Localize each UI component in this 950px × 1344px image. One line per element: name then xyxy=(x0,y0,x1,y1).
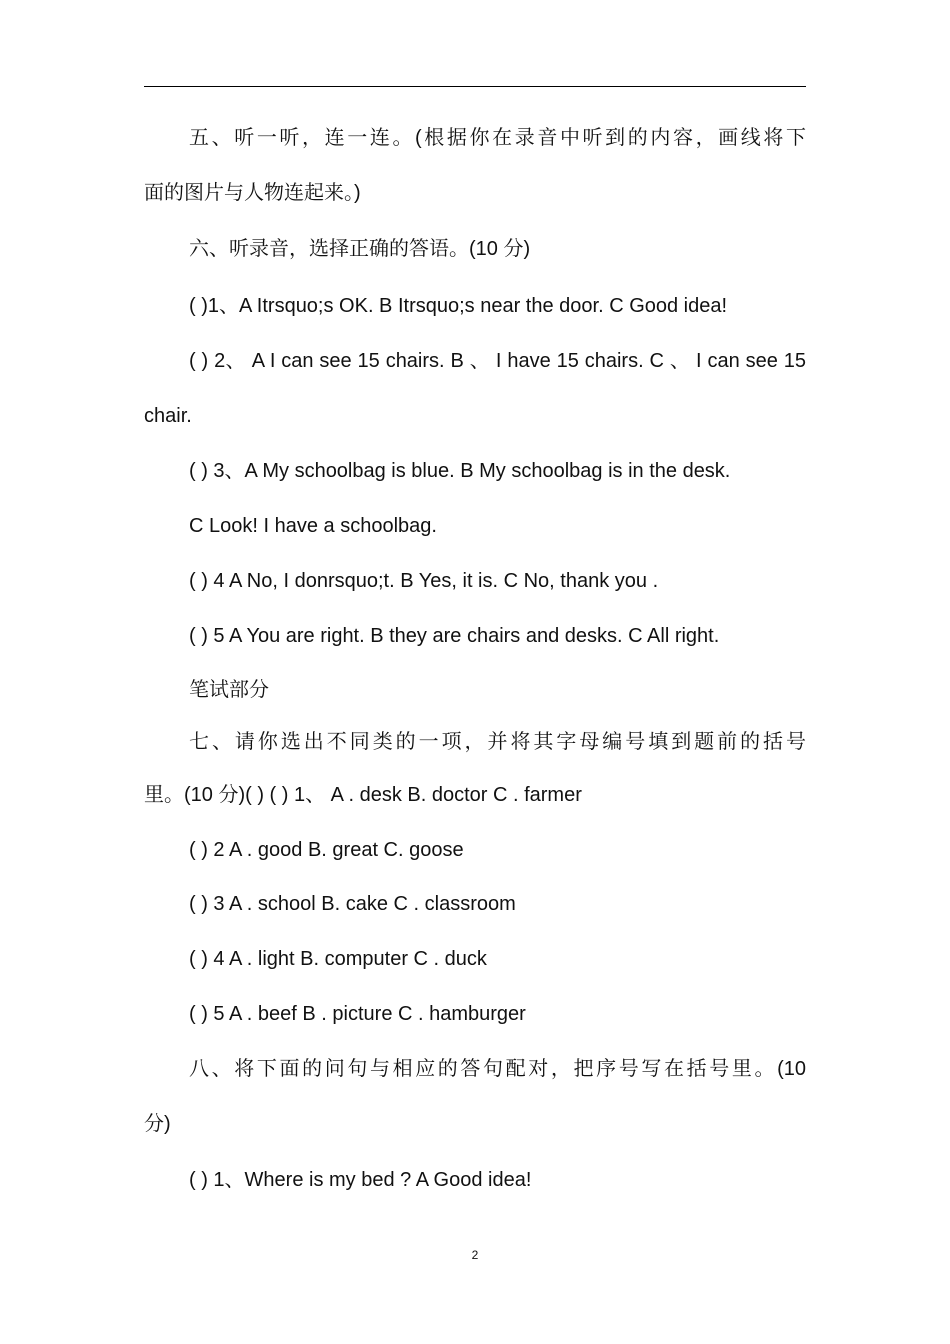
written-part-heading: 笔试部分 xyxy=(189,679,269,701)
section-7-question-1: 里。(10 分)( ) ( ) 1、 A . desk B. doctor C . farmer xyxy=(144,784,582,806)
section-7-question-4: ( ) 4 A . light B. computer C . duck xyxy=(189,948,487,970)
section-7-question-3: ( ) 3 A . school B. cake C . classroom xyxy=(189,893,516,915)
question-6-2: ( ) 2、 A I can see 15 chairs. B 、 I have 15 chairs. C 、 I can see 15 xyxy=(189,350,806,372)
question-6-3-option-c: C Look! I have a schoolbag. xyxy=(189,515,437,537)
question-6-2-cont: chair. xyxy=(144,405,192,427)
section-6-heading: 六、听录音，选择正确的答语。(10 分) xyxy=(189,238,531,260)
section-8-heading-cont: 分) xyxy=(144,1113,171,1135)
section-7-question-5: ( ) 5 A . beef B . picture C . hamburger xyxy=(189,1003,526,1025)
question-6-4: ( ) 4 A No, I donrsquo;t. B Yes, it is. C No, thank you . xyxy=(189,570,659,592)
question-6-3: ( ) 3、A My schoolbag is blue. B My schoolbag is in the desk. xyxy=(189,460,731,482)
section-7-heading: 七、请你选出不同类的一项，并将其字母编号填到题前的括号 xyxy=(189,731,806,753)
page-number: 2 xyxy=(471,1248,479,1262)
question-6-5: ( ) 5 A You are right. B they are chairs and desks. C All right. xyxy=(189,625,720,647)
section-7-question-2: ( ) 2 A . good B. great C. goose xyxy=(189,839,464,861)
section-8-heading: 八、将下面的问句与相应的答句配对，把序号写在括号里。(10 xyxy=(189,1058,806,1080)
section-5-heading-cont: 面的图片与人物连起来。) xyxy=(144,182,361,204)
header-rule xyxy=(144,86,806,87)
question-6-1: ( )1、A Itrsquo;s OK. B Itrsquo;s near the door. C Good idea! xyxy=(189,295,728,317)
section-5-heading: 五、听一听，连一连。(根据你在录音中听到的内容，画线将下 xyxy=(189,127,806,149)
section-8-question-1: ( ) 1、Where is my bed ? A Good idea! xyxy=(189,1169,532,1191)
